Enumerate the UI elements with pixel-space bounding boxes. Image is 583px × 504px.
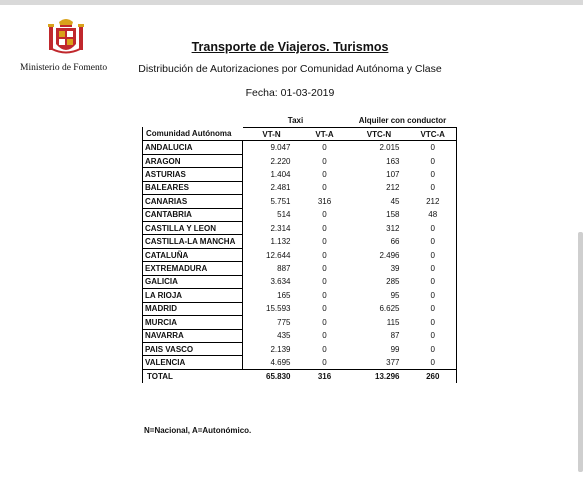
cell-vtca: 0 (410, 356, 457, 369)
cell-vtn: 887 (277, 264, 291, 274)
table-row (143, 141, 457, 154)
authorizations-table (142, 114, 457, 383)
table-row (143, 289, 457, 302)
cell-vtcn: 158 (386, 210, 400, 220)
cell-vtn: 2.481 (270, 183, 291, 193)
cell-vta: 0 (322, 331, 327, 341)
total-cell-vtcn: 13.296 (349, 369, 410, 382)
cell-comunidad: VALENCIA (143, 356, 243, 369)
cell-vtca: 0 (410, 316, 457, 329)
table-row (143, 262, 457, 275)
cell-vtn: 15.593 (266, 304, 291, 314)
cell-vtn: 775 (277, 317, 291, 327)
cell-vta: 0 (322, 223, 327, 233)
cell-comunidad: BALEARES (143, 181, 243, 194)
cell-comunidad: CATALUÑA (143, 248, 243, 261)
cell-vtn: 1.132 (270, 237, 291, 247)
total-row (143, 369, 457, 382)
group-header-row (143, 114, 457, 127)
cell-vtn: 4.695 (270, 357, 291, 367)
table-row (143, 168, 457, 181)
cell-vtca: 0 (410, 154, 457, 167)
cell-comunidad: ARAGON (143, 154, 243, 167)
cell-vtca: 212 (410, 195, 457, 208)
report-date: Fecha: 01-03-2019 (245, 87, 335, 99)
cell-vta: 0 (322, 357, 327, 367)
cell-comunidad: CANTABRIA (143, 208, 243, 221)
table-row (143, 356, 457, 369)
cell-vtcn: 115 (386, 317, 400, 327)
cell-vtn: 12.644 (266, 250, 291, 260)
cell-vtcn: 2.496 (379, 250, 400, 260)
col-header-vtn: VT-N (243, 127, 301, 140)
cell-vta: 0 (322, 143, 327, 153)
cell-vtcn: 99 (390, 344, 400, 354)
cell-vta: 0 (322, 290, 327, 300)
cell-vtca: 0 (410, 222, 457, 235)
table-row (143, 248, 457, 261)
cell-vtcn: 39 (390, 264, 400, 274)
cell-vta: 0 (322, 183, 327, 193)
total-cell-comunidad: TOTAL (143, 369, 243, 382)
cell-vta: 0 (322, 210, 327, 220)
cell-vtn: 2.220 (270, 156, 291, 166)
cell-comunidad: CASTILLA-LA MANCHA (143, 235, 243, 248)
cell-vta: 0 (322, 237, 327, 247)
table-row (143, 195, 457, 208)
cell-vtca: 0 (410, 275, 457, 288)
cell-vtn: 165 (277, 290, 291, 300)
page-title: Transporte de Viajeros. Turismos (191, 40, 389, 54)
cell-vtn: 1.404 (270, 169, 291, 179)
cell-vta: 0 (322, 344, 327, 354)
col-header-vta: VT-A (301, 127, 349, 140)
cell-vtca: 0 (410, 289, 457, 302)
cell-vta: 0 (322, 169, 327, 179)
cell-comunidad: EXTREMADURA (143, 262, 243, 275)
cell-vtcn: 312 (386, 223, 400, 233)
col-header-vtca: VTC-A (410, 127, 457, 140)
col-header-vtcn: VTC-N (349, 127, 410, 140)
cell-comunidad: NAVARRA (143, 329, 243, 342)
cell-vtcn: 163 (386, 156, 400, 166)
table-row (143, 316, 457, 329)
page-subtitle: Distribución de Autorizaciones por Comunidad Autónoma y Clase (138, 63, 442, 75)
cell-vtn: 9.047 (270, 143, 291, 153)
cell-vtca: 0 (410, 262, 457, 275)
total-cell-vta: 316 (301, 369, 349, 382)
cell-vtca: 0 (410, 181, 457, 194)
cell-comunidad: ANDALUCIA (143, 141, 243, 154)
table-row (143, 342, 457, 355)
cell-vta: 0 (322, 156, 327, 166)
cell-vta: 0 (322, 264, 327, 274)
cell-vtcn: 285 (386, 277, 400, 287)
cell-vtn: 514 (277, 210, 291, 220)
cell-comunidad: PAIS VASCO (143, 342, 243, 355)
cell-vtcn: 107 (386, 169, 400, 179)
cell-vtca: 0 (410, 235, 457, 248)
coat-of-arms-icon (47, 16, 85, 58)
cell-vtca: 0 (410, 141, 457, 154)
table-row (143, 222, 457, 235)
ministry-name: Ministerio de Fomento (20, 63, 108, 73)
cell-comunidad: LA RIOJA (143, 289, 243, 302)
cell-vta: 0 (322, 250, 327, 260)
cell-vtn: 435 (277, 331, 291, 341)
cell-comunidad: GALICIA (143, 275, 243, 288)
table-row (143, 181, 457, 194)
table-row (143, 154, 457, 167)
table-row (143, 208, 457, 221)
cell-vtcn: 2.015 (379, 143, 400, 153)
cell-vtca: 0 (410, 168, 457, 181)
table-row (143, 302, 457, 315)
col-header-comunidad: Comunidad Autónoma (143, 127, 243, 140)
cell-vtn: 2.314 (270, 223, 291, 233)
footnote: N=Nacional, A=Autonómico. (144, 426, 252, 435)
cell-vtn: 2.139 (270, 344, 291, 354)
cell-comunidad: CASTILLA Y LEON (143, 222, 243, 235)
cell-vtn: 3.634 (270, 277, 291, 287)
cell-vta: 0 (322, 304, 327, 314)
total-cell-vtn: 65.830 (243, 369, 301, 382)
table-row (143, 275, 457, 288)
cell-vtcn: 66 (390, 237, 400, 247)
cell-comunidad: CANARIAS (143, 195, 243, 208)
total-cell-vtca: 260 (410, 369, 457, 382)
cell-vtn: 5.751 (270, 196, 291, 206)
cell-vtca: 0 (410, 302, 457, 315)
cell-vta: 0 (322, 317, 327, 327)
table-row (143, 329, 457, 342)
table-row (143, 235, 457, 248)
top-bar (0, 0, 583, 5)
cell-vtca: 48 (410, 208, 457, 221)
cell-comunidad: MURCIA (143, 316, 243, 329)
group-taxi: Taxi (243, 114, 349, 127)
cell-vta: 0 (322, 277, 327, 287)
cell-comunidad: MADRID (143, 302, 243, 315)
column-header-row (143, 127, 457, 140)
cell-vtcn: 212 (386, 183, 400, 193)
cell-vtcn: 45 (390, 196, 400, 206)
cell-vtcn: 95 (390, 290, 400, 300)
scrollbar[interactable] (578, 232, 583, 472)
cell-vtca: 0 (410, 248, 457, 261)
cell-comunidad: ASTURIAS (143, 168, 243, 181)
cell-vtcn: 377 (386, 357, 400, 367)
cell-vtcn: 6.625 (379, 304, 400, 314)
cell-vtca: 0 (410, 342, 457, 355)
cell-vtcn: 87 (390, 331, 400, 341)
group-alquiler: Alquiler con conductor (349, 114, 457, 127)
cell-vtca: 0 (410, 329, 457, 342)
cell-vta: 316 (317, 196, 332, 206)
